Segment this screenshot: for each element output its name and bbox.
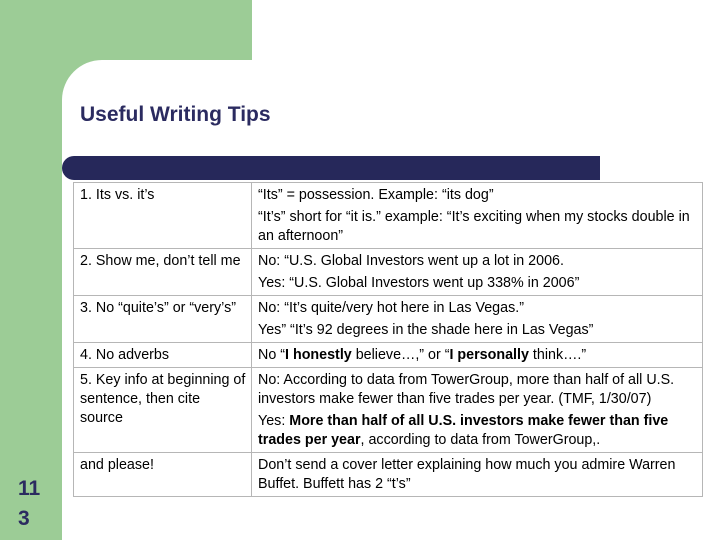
example-paragraph: [258, 456, 697, 494]
emphasized-text: I personally: [449, 347, 529, 363]
example-cell: [252, 453, 703, 497]
table-row: [74, 183, 703, 249]
example-paragraph: [258, 252, 697, 271]
table-row: [74, 368, 703, 453]
example-text: No: “It’s quite/very hot here in Las Vegas.”: [258, 300, 524, 316]
example-cell: [252, 183, 703, 249]
example-cell: [252, 249, 703, 296]
title-rule-bar: [62, 156, 600, 180]
tip-cell: and please!: [74, 453, 252, 497]
example-text: “Its” = possession. Example: “its dog”: [258, 187, 494, 203]
example-cell: [252, 368, 703, 453]
example-text: Don’t send a cover letter explaining how much you admire Warren Buffet. Buffett has 2 “t’s”: [258, 457, 676, 492]
page-number-line-2: 3: [18, 507, 30, 530]
page-number-line-1: 11: [18, 477, 41, 500]
emphasized-text: More than half of all U.S. investors make fewer than five trades per year: [258, 413, 669, 448]
table-row: [74, 343, 703, 368]
example-paragraph: [258, 371, 697, 409]
example-text: “It’s” short for “it is.” example: “It’s exciting when my stocks double in an afternoon”: [258, 209, 690, 244]
slide-title: Useful Writing Tips: [80, 103, 271, 126]
emphasized-text: I honestly: [285, 347, 352, 363]
page-number: [18, 474, 52, 534]
tip-cell: 4. No adverbs: [74, 343, 252, 368]
example-cell: [252, 343, 703, 368]
table-row: [74, 249, 703, 296]
tip-cell: 3. No “quite’s” or “very’s”: [74, 296, 252, 343]
example-text: believe…,” or “: [351, 347, 450, 363]
example-text: , according to data from TowerGroup,.: [360, 432, 601, 448]
example-paragraph: [258, 208, 697, 246]
example-cell: [252, 296, 703, 343]
example-text: Yes” “It’s 92 degrees in the shade here in Las Vegas”: [258, 322, 594, 338]
example-text: No: According to data from TowerGroup, more than half of all U.S. investors make fewer than five trades per year. (TMF, 1/30/07): [258, 372, 675, 407]
table-row: [74, 296, 703, 343]
example-paragraph: [258, 412, 697, 450]
example-paragraph: [258, 346, 697, 365]
example-text: Yes: “U.S. Global Investors went up 338% in 2006”: [258, 275, 580, 291]
example-text: No “: [258, 347, 286, 363]
tip-cell: 1. Its vs. it’s: [74, 183, 252, 249]
example-text: think….”: [528, 347, 587, 363]
tip-cell: 5. Key info at beginning of sentence, then cite source: [74, 368, 252, 453]
example-paragraph: [258, 186, 697, 205]
example-text: No: “U.S. Global Investors went up a lot in 2006.: [258, 253, 564, 269]
table-row: [74, 453, 703, 497]
example-paragraph: [258, 321, 697, 340]
example-paragraph: [258, 274, 697, 293]
example-paragraph: [258, 299, 697, 318]
example-text: Yes:: [258, 413, 290, 429]
tips-table: [73, 182, 703, 497]
tip-cell: 2. Show me, don’t tell me: [74, 249, 252, 296]
